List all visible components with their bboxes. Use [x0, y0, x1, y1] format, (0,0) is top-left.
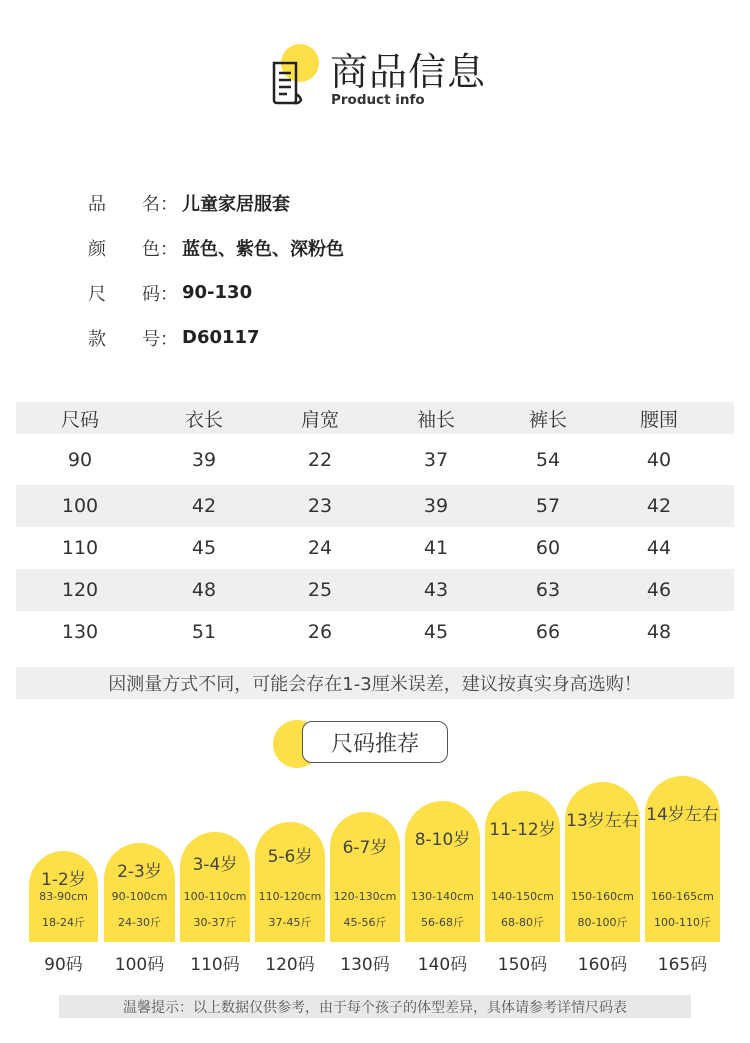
age-label: 13岁左右 [566, 811, 639, 831]
size-label: 90码 [44, 955, 83, 975]
size-label: 165码 [657, 955, 708, 975]
weight-label: 100-110斤 [654, 916, 711, 929]
info-key: 尺 码： [88, 283, 178, 305]
product-info-header [0, 0, 750, 130]
size-recommend-chart [0, 770, 750, 980]
weight-label: 68-80斤 [501, 916, 544, 929]
size-table [16, 402, 734, 699]
table-header-row [16, 402, 734, 434]
weight-label: 24-30斤 [118, 916, 161, 929]
info-row-color [88, 225, 344, 270]
warm-tip: 温馨提示：以上数据仅供参考，由于每个孩子的体型差异，具体请参考详情尺码表 [59, 995, 691, 1018]
table-cell: 54 [535, 448, 561, 471]
table-cell: 43 [423, 579, 449, 601]
age-label: 3-4岁 [192, 855, 238, 875]
age-label: 11-12岁 [489, 820, 556, 840]
table-header-cell: 腰围 [639, 408, 678, 431]
height-label: 130-140cm [411, 890, 474, 903]
size-label: 140码 [417, 955, 468, 975]
height-label: 150-160cm [571, 890, 634, 903]
table-cell: 63 [535, 579, 561, 601]
size-recommend-title: 尺码推荐 [302, 721, 448, 763]
table-cell: 120 [61, 579, 99, 601]
height-label: 140-150cm [491, 890, 554, 903]
table-cell: 46 [646, 579, 672, 601]
table-cell: 51 [191, 621, 217, 643]
size-label: 120码 [265, 955, 315, 975]
table-header-cell: 裤长 [528, 408, 567, 431]
info-key: 品 名： [88, 193, 178, 215]
table-cell: 66 [535, 621, 561, 643]
table-row [16, 611, 734, 653]
table-cell: 57 [535, 495, 561, 517]
table-header-cell: 袖长 [416, 408, 455, 431]
product-info-list [88, 180, 344, 360]
table-cell: 130 [61, 621, 99, 643]
table-cell: 90 [67, 448, 93, 471]
table-header-cell: 衣长 [184, 408, 223, 431]
size-label: 100码 [114, 955, 165, 975]
info-value: D60117 [182, 327, 260, 348]
table-cell: 37 [423, 448, 449, 471]
table-cell: 26 [307, 621, 333, 643]
table-cell: 22 [307, 448, 333, 471]
size-label: 110码 [190, 955, 240, 975]
size-recommend-header [0, 715, 750, 775]
table-row [16, 485, 734, 527]
weight-label: 37-45斤 [268, 916, 312, 929]
document-icon [270, 60, 304, 106]
info-row-size [88, 270, 344, 315]
table-cell: 39 [423, 495, 449, 517]
table-cell: 44 [646, 537, 672, 559]
table-cell: 60 [535, 537, 561, 559]
height-label: 83-90cm [39, 890, 88, 903]
info-key: 款 号： [88, 328, 178, 350]
age-label: 2-3岁 [117, 862, 162, 882]
section-subtitle: Product info [331, 92, 425, 108]
age-label: 8-10岁 [414, 830, 471, 850]
weight-label: 56-68斤 [421, 916, 464, 929]
height-label: 90-100cm [111, 890, 168, 903]
weight-label: 18-24斤 [42, 916, 85, 929]
table-header-cell: 尺码 [60, 408, 99, 431]
height-label: 100-110cm [183, 890, 247, 903]
size-label: 150码 [497, 955, 548, 975]
table-cell: 42 [646, 495, 672, 517]
table-row [16, 434, 734, 485]
table-cell: 48 [191, 579, 217, 601]
table-cell: 41 [423, 537, 449, 559]
table-cell: 24 [307, 537, 333, 559]
height-label: 120-130cm [333, 890, 397, 903]
table-cell: 45 [191, 537, 217, 559]
size-label: 130码 [340, 955, 390, 975]
table-row [16, 569, 734, 611]
table-header-cell: 肩宽 [300, 408, 339, 431]
age-label: 5-6岁 [267, 847, 313, 867]
table-cell: 48 [646, 621, 672, 643]
weight-label: 80-100斤 [577, 916, 628, 929]
info-value: 蓝色、紫色、深粉色 [182, 238, 344, 260]
table-row [16, 527, 734, 569]
info-key: 颜 色： [88, 238, 178, 260]
table-cell: 100 [61, 495, 99, 517]
info-row-name [88, 180, 344, 225]
info-row-style-number [88, 315, 344, 360]
table-cell: 25 [307, 579, 333, 601]
age-label: 1-2岁 [41, 870, 86, 890]
height-label: 160-165cm [651, 890, 714, 903]
table-cell: 45 [423, 621, 449, 643]
height-label: 110-120cm [258, 890, 322, 903]
age-label: 14岁左右 [646, 805, 719, 825]
info-value: 90-130 [182, 282, 253, 303]
table-cell: 40 [646, 448, 672, 471]
measurement-note: 因测量方式不同，可能会存在1-3厘米误差，建议按真实身高选购！ [16, 667, 734, 699]
size-label: 160码 [577, 955, 628, 975]
age-label: 6-7岁 [342, 838, 388, 858]
weight-label: 45-56斤 [343, 916, 387, 929]
table-cell: 39 [191, 448, 217, 471]
info-value: 儿童家居服套 [182, 193, 290, 215]
table-cell: 110 [61, 537, 99, 559]
table-cell: 23 [307, 495, 333, 517]
section-title: 商品信息 [330, 50, 487, 94]
weight-label: 30-37斤 [193, 916, 237, 929]
table-cell: 42 [191, 495, 217, 517]
